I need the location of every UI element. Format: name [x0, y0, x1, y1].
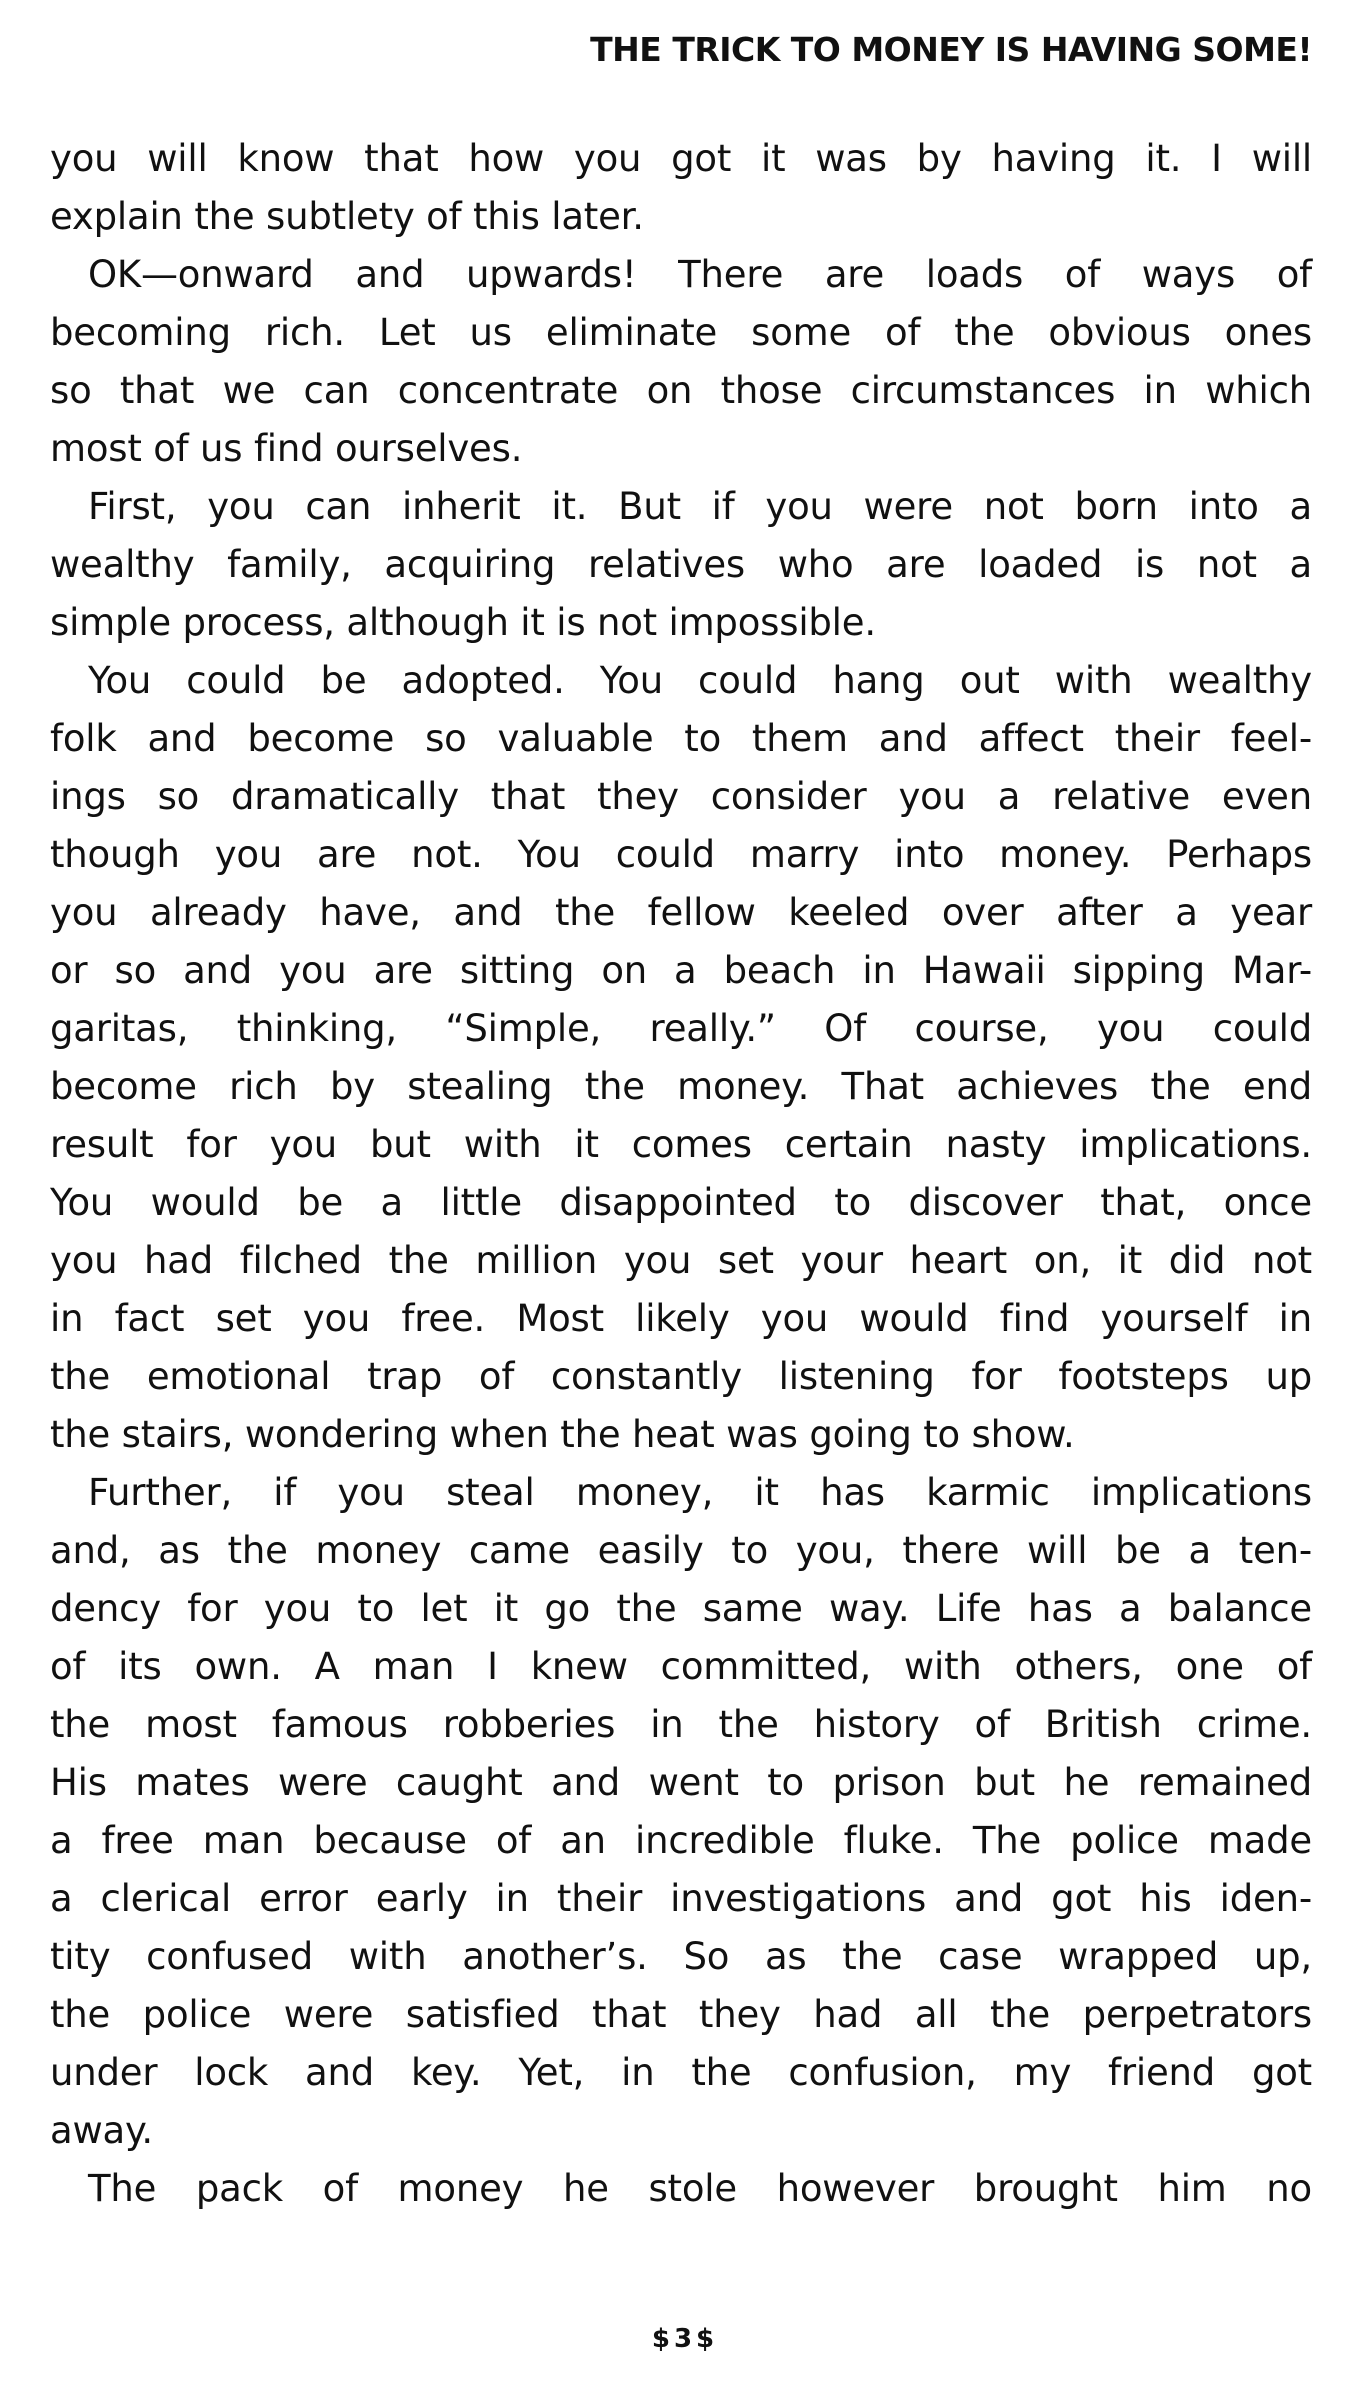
text-line: you had filched the million you set your heart on, it did not: [50, 1239, 1312, 1282]
text-line: under lock and key. Yet, in the confusion, my friend got: [50, 2051, 1312, 2094]
text-line: the police were satisfied that they had all the perpetrators: [50, 1993, 1312, 2036]
body-text: [50, 130, 1312, 2218]
text-line: or so and you are sitting on a beach in Hawaii sipping Mar-: [50, 949, 1312, 992]
text-line: explain the subtlety of this later.: [50, 195, 644, 238]
text-line: you will know that how you got it was by having it. I will: [50, 137, 1312, 180]
page-number: $3$: [651, 2324, 719, 2354]
text-line: away.: [50, 2109, 153, 2152]
text-line: a free man because of an incredible fluke. The police made: [50, 1819, 1312, 1862]
text-line: wealthy family, acquiring relatives who are loaded is not a: [50, 543, 1312, 586]
text-line: His mates were caught and went to prison but he remained: [50, 1761, 1312, 1804]
text-line: OK—onward and upwards! There are loads of ways of: [88, 253, 1312, 296]
text-line: folk and become so valuable to them and affect their feel-: [50, 717, 1312, 760]
text-line: The pack of money he stole however brought him no: [88, 2167, 1312, 2210]
text-line: First, you can inherit it. But if you were not born into a: [88, 485, 1312, 528]
text-line: the emotional trap of constantly listening for footsteps up: [50, 1355, 1312, 1398]
text-line: the stairs, wondering when the heat was going to show.: [50, 1413, 1075, 1456]
text-line: the most famous robberies in the history of British crime.: [50, 1703, 1312, 1746]
text-line: garitas, thinking, “Simple, really.” Of course, you could: [50, 1007, 1312, 1050]
text-line: you already have, and the fellow keeled over after a year: [50, 891, 1312, 934]
text-line: ings so dramatically that they consider you a relative even: [50, 775, 1312, 818]
text-line: a clerical error early in their investigations and got his iden-: [50, 1877, 1312, 1920]
text-line: result for you but with it comes certain nasty implications.: [50, 1123, 1312, 1166]
text-line: You would be a little disappointed to discover that, once: [50, 1181, 1312, 1224]
text-line: simple process, although it is not impossible.: [50, 601, 876, 644]
text-line: of its own. A man I knew committed, with others, one of: [50, 1645, 1312, 1688]
text-line: in fact set you free. Most likely you would find yourself in: [50, 1297, 1312, 1340]
text-line: though you are not. You could marry into money. Perhaps: [50, 833, 1312, 876]
text-line: tity confused with another’s. So as the case wrapped up,: [50, 1935, 1312, 1978]
text-line: so that we can concentrate on those circumstances in which: [50, 369, 1312, 412]
text-line: dency for you to let it go the same way. Life has a balance: [50, 1587, 1312, 1630]
text-line: You could be adopted. You could hang out with wealthy: [88, 659, 1312, 702]
running-head: THE TRICK TO MONEY IS HAVING SOME!: [590, 30, 1312, 69]
text-line: most of us find ourselves.: [50, 427, 523, 470]
text-line: become rich by stealing the money. That achieves the end: [50, 1065, 1312, 1108]
text-line: becoming rich. Let us eliminate some of the obvious ones: [50, 311, 1312, 354]
text-line: and, as the money came easily to you, there will be a ten-: [50, 1529, 1312, 1572]
text-line: Further, if you steal money, it has karmic implications: [88, 1471, 1312, 1514]
